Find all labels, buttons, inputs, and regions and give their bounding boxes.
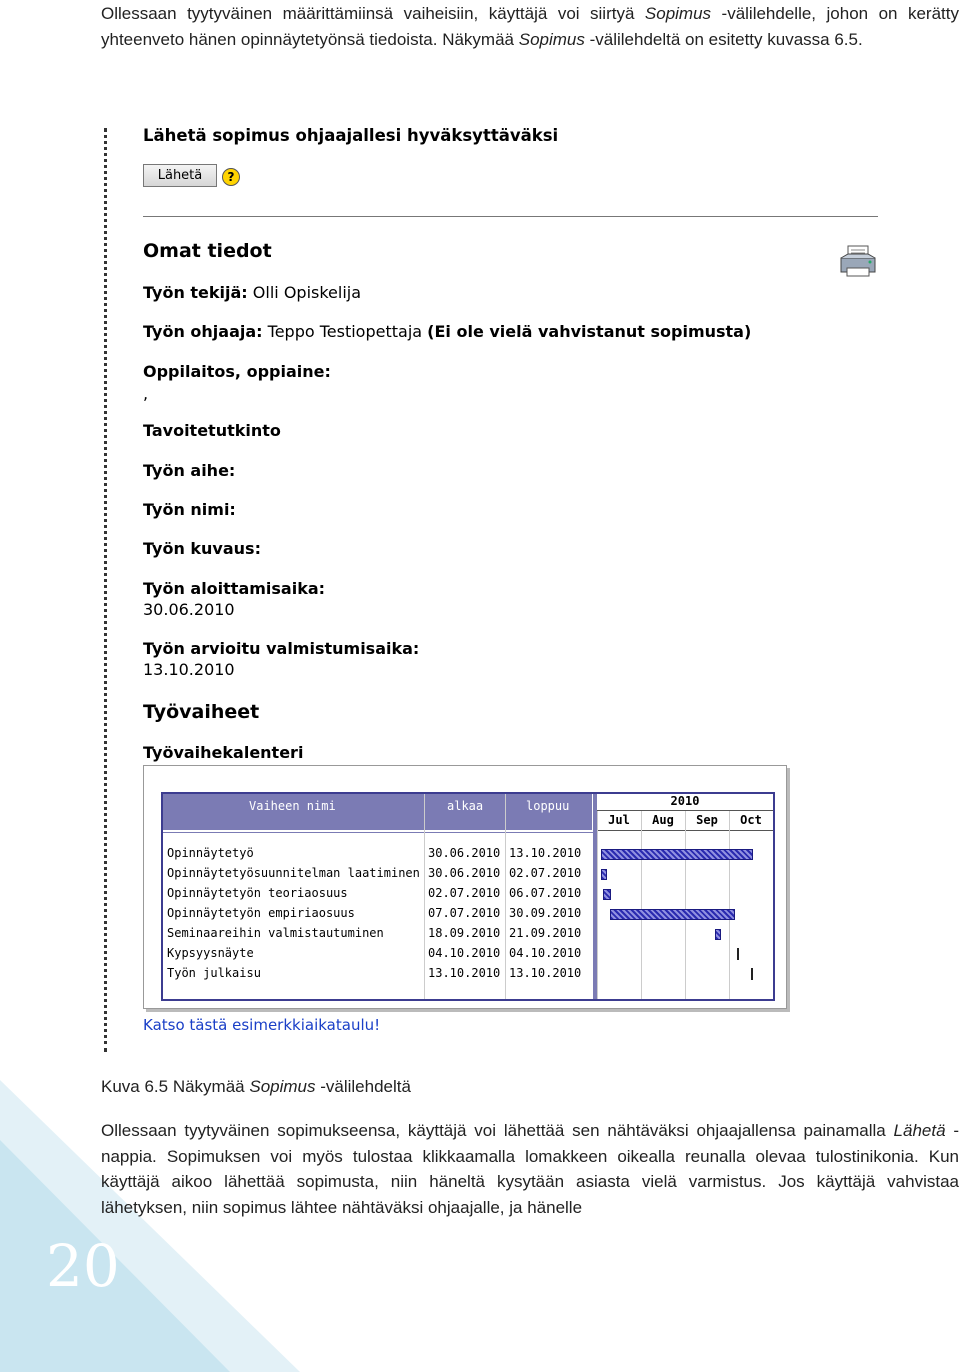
row-start: 13.10.2010 bbox=[428, 966, 501, 980]
description-label: Työn kuvaus: bbox=[143, 539, 261, 558]
phase-bar bbox=[601, 869, 607, 880]
column-line bbox=[424, 794, 425, 999]
header-start: alkaa bbox=[425, 794, 505, 830]
phase-bar bbox=[715, 929, 721, 940]
school-value: , bbox=[143, 384, 149, 403]
send-heading: Lähetä sopimus ohjaajallesi hyväksyttäväksi bbox=[143, 126, 559, 145]
column-line bbox=[505, 794, 506, 999]
row-start: 18.09.2010 bbox=[428, 926, 501, 940]
figure-caption: Kuva 6.5 Näkymää Sopimus -välilehdeltä bbox=[101, 1077, 411, 1096]
month-gridline bbox=[729, 811, 730, 999]
row-end: 02.07.2010 bbox=[509, 866, 582, 880]
degree-label: Tavoitetutkinto bbox=[143, 421, 281, 440]
example-schedule-link[interactable]: Katso tästä esimerkkiaikataulu! bbox=[143, 1016, 381, 1034]
calendar-heading: Työvaihekalenteri bbox=[143, 743, 304, 762]
row-end: 06.07.2010 bbox=[509, 886, 582, 900]
phases-heading: Työvaiheet bbox=[143, 701, 260, 723]
row-name: Opinnäytetyön teoriaosuus bbox=[167, 886, 348, 900]
gantt-year: 2010 bbox=[670, 794, 700, 808]
send-button[interactable]: Lähetä bbox=[143, 164, 217, 187]
help-icon[interactable]: ? bbox=[222, 168, 240, 186]
phase-calendar bbox=[143, 765, 787, 1009]
row-start: 02.07.2010 bbox=[428, 886, 501, 900]
contract-screenshot bbox=[100, 120, 959, 1055]
end-value: 13.10.2010 bbox=[143, 660, 235, 679]
row-end: 13.10.2010 bbox=[509, 966, 582, 980]
row-start: 30.06.2010 bbox=[428, 846, 501, 860]
row-start: 04.10.2010 bbox=[428, 946, 501, 960]
body-paragraph: Ollessaan tyytyväinen sopimukseensa, käyttäjä voi lähettää sen nähtäväksi ohjaajallensa painamalla Lähetä -nappia. Sopimuksen voi myös tulostaa klikkaamalla lomakkeen oikealla reunalla olevaa tulostinikonia. Kun käyttäjä aikoo lähettää sopimusta, niin häneltä kysytään asiasta vielä varmistus. Jos käyttäjä vahvistaa lähetyksen, niin sopimus lähtee nähtäväksi ohjaajalle, ja hänelle bbox=[101, 1121, 960, 1217]
milestone-mark bbox=[737, 948, 739, 960]
milestone-mark bbox=[751, 968, 753, 980]
start-value: 30.06.2010 bbox=[143, 600, 235, 619]
row-name: Opinnäytetyösuunnitelman laatiminen bbox=[167, 866, 420, 880]
start-label: Työn aloittamisaika: bbox=[143, 579, 326, 598]
month-label: Jul bbox=[608, 813, 630, 827]
author-row: Työn tekijä: Olli Opiskelija bbox=[143, 283, 362, 302]
row-name: Työn julkaisu bbox=[167, 966, 261, 980]
month-gridline bbox=[641, 811, 642, 999]
row-start: 30.06.2010 bbox=[428, 866, 501, 880]
divider bbox=[143, 216, 878, 217]
month-label: Oct bbox=[740, 813, 762, 827]
supervisor-row: Työn ohjaaja: Teppo Testiopettaja (Ei ole vielä vahvistanut sopimusta) bbox=[143, 322, 752, 341]
row-end: 13.10.2010 bbox=[509, 846, 582, 860]
month-label: Sep bbox=[696, 813, 718, 827]
month-gridline bbox=[685, 811, 686, 999]
printer-icon[interactable] bbox=[838, 244, 878, 280]
page-number: 20 bbox=[46, 1232, 120, 1300]
name-label: Työn nimi: bbox=[143, 500, 236, 519]
row-end: 30.09.2010 bbox=[509, 906, 582, 920]
row-name: Kypsyysnäyte bbox=[167, 946, 254, 960]
row-name: Opinnäytetyö bbox=[167, 846, 254, 860]
intro-paragraph: Ollessaan tyytyväinen määrittämiinsä vaiheisiin, käyttäjä voi siirtyä Sopimus -välilehdelle, johon on kerätty yhteenveto hänen opinnäytetyönsä tiedoista. Näkymää Sopimus -välilehdeltä on esitetty kuvassa 6.5. bbox=[101, 4, 959, 49]
topic-label: Työn aihe: bbox=[143, 461, 236, 480]
row-end: 04.10.2010 bbox=[509, 946, 582, 960]
school-label: Oppilaitos, oppiaine: bbox=[143, 362, 331, 381]
phase-bar bbox=[610, 909, 735, 920]
dotted-border bbox=[104, 128, 107, 1052]
phase-bar bbox=[603, 889, 611, 900]
row-start: 07.07.2010 bbox=[428, 906, 501, 920]
own-info-heading: Omat tiedot bbox=[143, 240, 272, 262]
header-end: loppuu bbox=[506, 794, 592, 830]
month-label: Aug bbox=[652, 813, 674, 827]
gantt-table bbox=[161, 792, 775, 1001]
row-name: Seminaareihin valmistautuminen bbox=[167, 926, 384, 940]
month-gridline bbox=[597, 811, 598, 999]
header-name: Vaiheen nimi bbox=[163, 794, 424, 830]
header-rule bbox=[163, 832, 593, 833]
row-name: Opinnäytetyön empiriaosuus bbox=[167, 906, 355, 920]
row-end: 21.09.2010 bbox=[509, 926, 582, 940]
end-label: Työn arvioitu valmistumisaika: bbox=[143, 639, 420, 658]
phase-bar bbox=[601, 849, 754, 860]
